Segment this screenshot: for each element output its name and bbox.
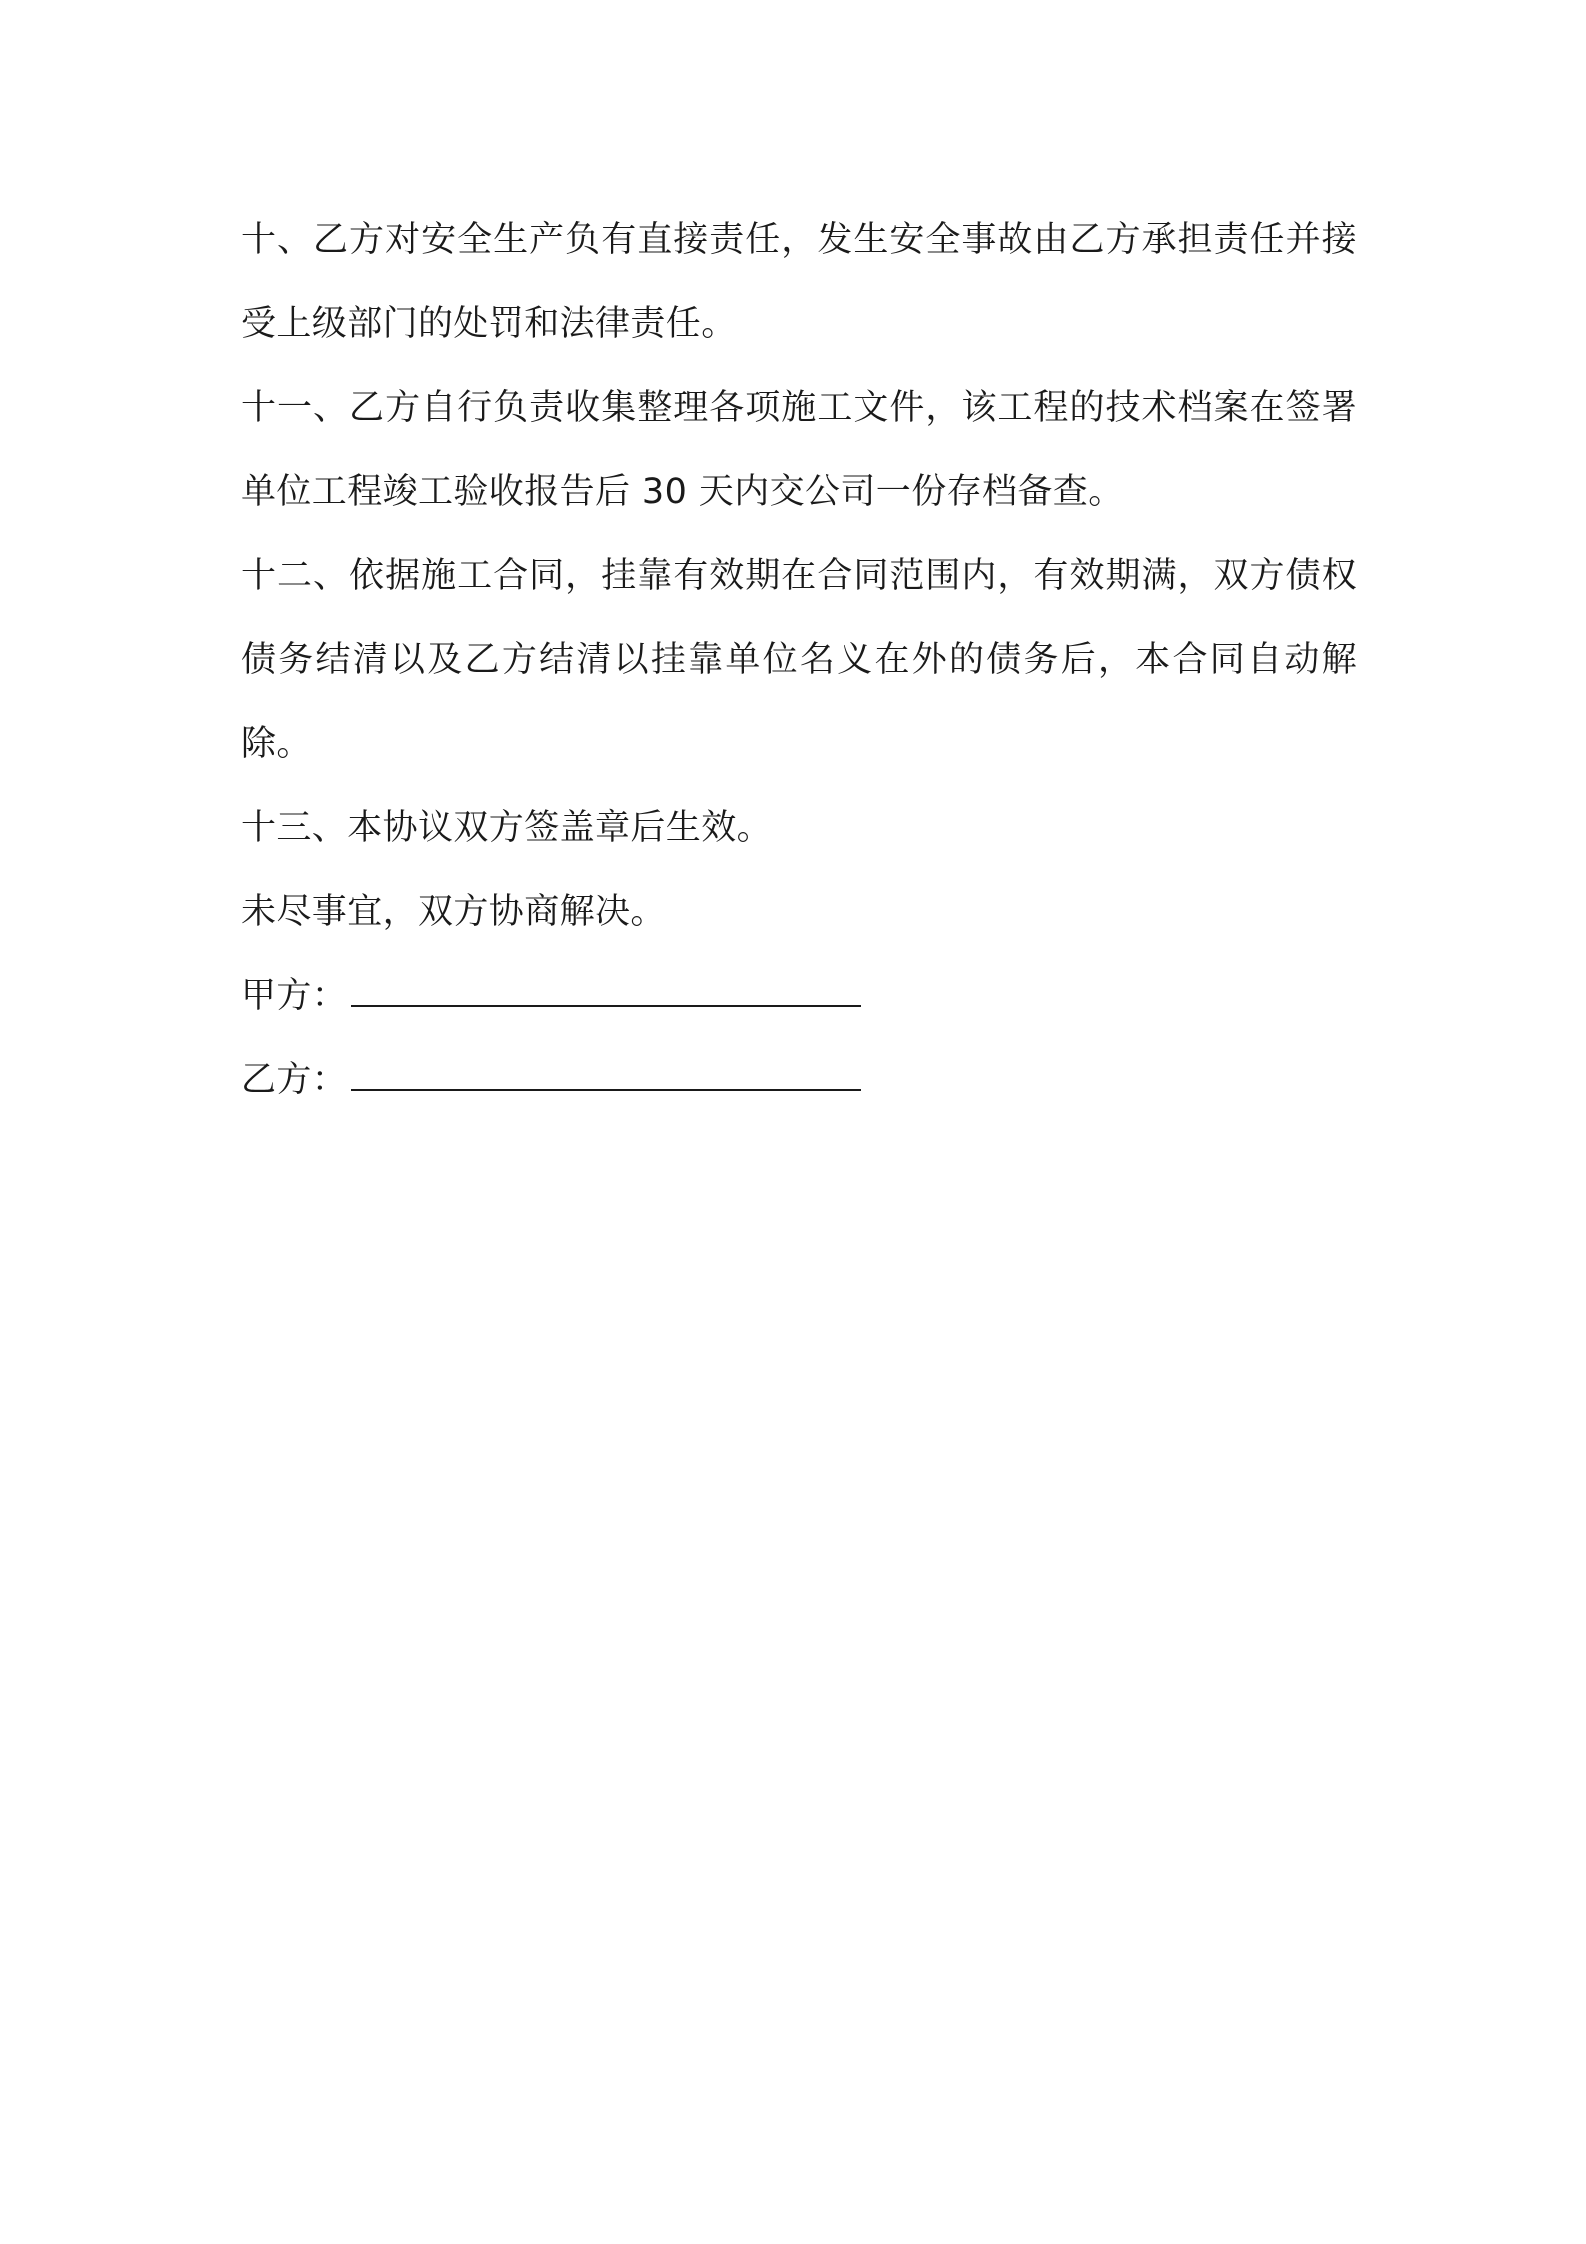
party-a-label: 甲方： — [241, 976, 348, 1016]
party-b-signature-line — [241, 1038, 1357, 1122]
party-a-signature-line — [241, 954, 1357, 1038]
party-b-label: 乙方： — [241, 1060, 348, 1100]
party-a-signature-blank — [351, 975, 861, 1007]
clause-11: 十一、乙方自行负责收集整理各项施工文件，该工程的技术档案在签署单位工程竣工验收报告后 30 天内交公司一份存档备查。 — [241, 388, 1357, 512]
clause-12: 十二、依据施工合同，挂靠有效期在合同范围内，有效期满，双方债权债务结清以及乙方结清以挂靠单位名义在外的债务后，本合同自动解除。 — [241, 556, 1357, 764]
party-b-signature-blank — [351, 1059, 861, 1091]
clause-13: 十三、本协议双方签盖章后生效。 — [241, 808, 773, 848]
clause-10: 十、乙方对安全生产负有直接责任，发生安全事故由乙方承担责任并接受上级部门的处罚和法律责任。 — [241, 220, 1357, 344]
closing-note: 未尽事宜，双方协商解决。 — [241, 892, 666, 932]
contract-body — [241, 198, 1357, 1122]
